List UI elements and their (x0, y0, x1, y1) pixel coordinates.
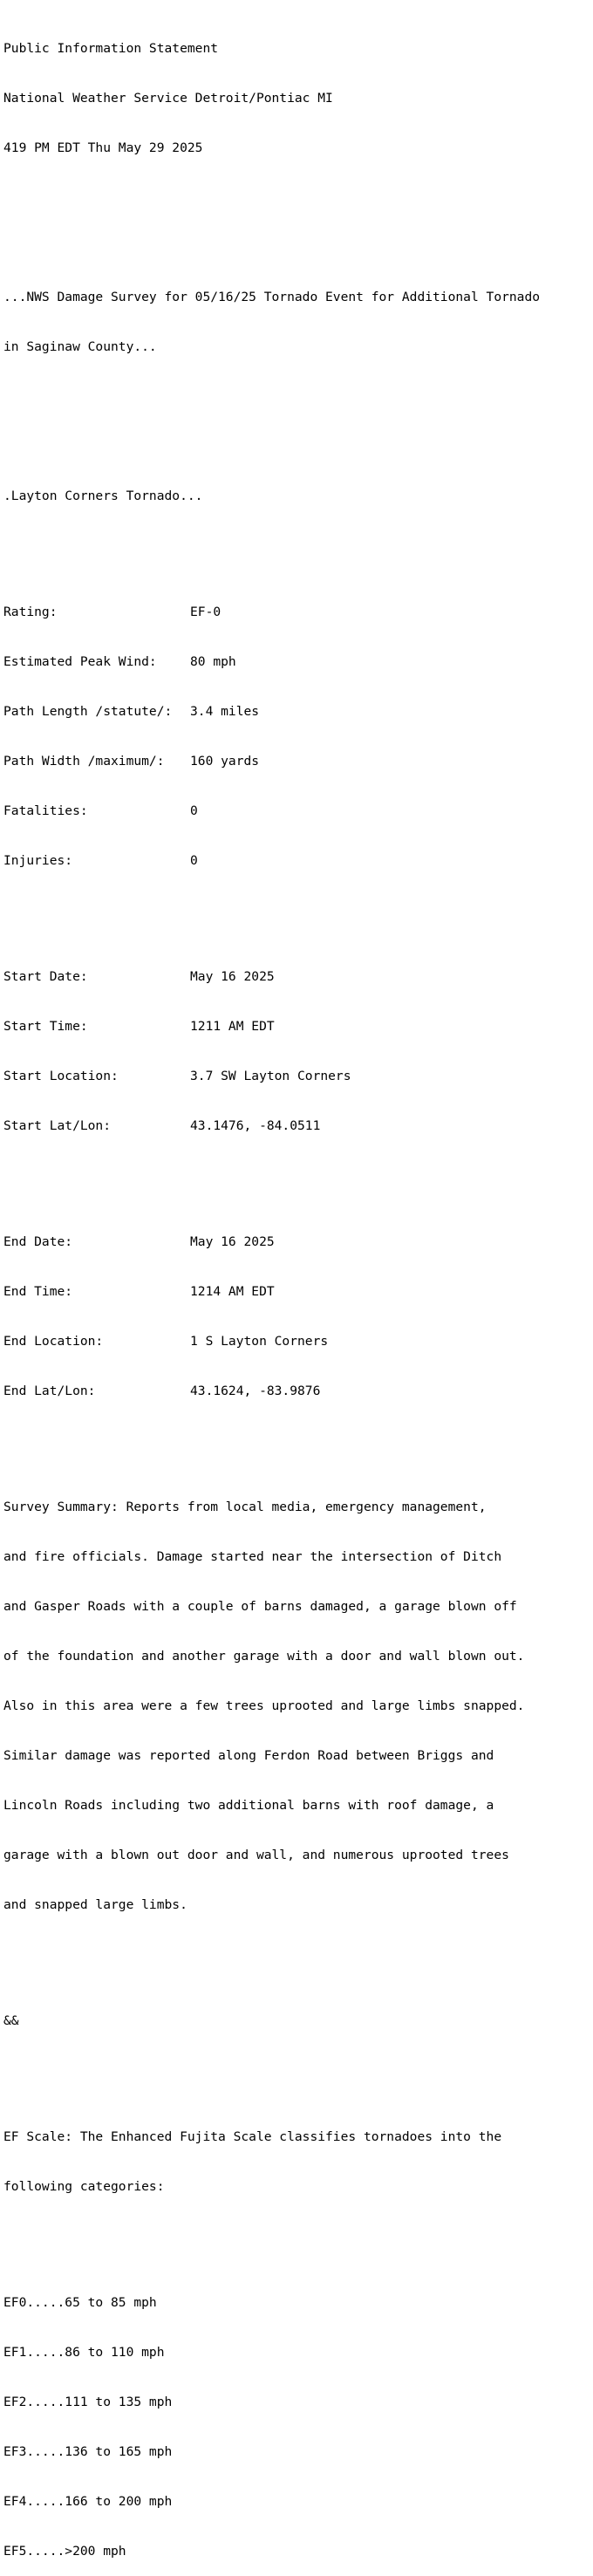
summary-line: Also in this area were a few trees uprooted and large limbs snapped. (3, 1698, 525, 1713)
stat-value: 0 (190, 853, 198, 868)
header-office: National Weather Service Detroit/Pontiac MI (3, 91, 333, 106)
summary-line: Lincoln Roads including two additional barns with roof damage, a (3, 1798, 494, 1813)
blank-line (3, 388, 590, 405)
statement-text (3, 7, 590, 2576)
start-label: Start Date: (3, 969, 88, 984)
blank-line (3, 537, 590, 554)
stat-label: Path Length /statute/: (3, 704, 173, 719)
stat-row-path-length (3, 703, 590, 720)
start-label: Start Lat/Lon: (3, 1118, 112, 1133)
stat-label: Path Width /maximum/: (3, 754, 165, 769)
stat-row-path-width (3, 753, 590, 769)
ef-category-ef1: EF1.....86 to 110 mph (3, 2345, 165, 2360)
blank-line (3, 1946, 590, 1963)
blank-line (3, 902, 590, 919)
stat-label: Estimated Peak Wind: (3, 654, 157, 669)
summary-line: and fire officials. Damage started near the intersection of Ditch (3, 1549, 502, 1564)
stat-value: 80 mph (190, 654, 236, 669)
end-value: May 16 2025 (190, 1234, 275, 1249)
blank-line (3, 438, 590, 454)
header-title: Public Information Statement (3, 41, 219, 56)
summary-line: of the foundation and another garage with a door and wall blown out. (3, 1649, 525, 1664)
blank-line (3, 239, 590, 256)
summary-line: Similar damage was reported along Ferdon Road between Briggs and (3, 1748, 494, 1763)
start-value: 3.7 SW Layton Corners (190, 1069, 351, 1083)
stat-row-peak-wind (3, 653, 590, 670)
stat-value: 3.4 miles (190, 704, 260, 719)
summary-line: garage with a blown out door and wall, and numerous uprooted trees (3, 1848, 509, 1862)
start-value: 43.1476, -84.0511 (190, 1118, 321, 1133)
summary-line: Survey Summary: Reports from local media, emergency management, (3, 1500, 487, 1514)
ef-category-ef3: EF3.....136 to 165 mph (3, 2444, 173, 2459)
stat-label: Rating: (3, 605, 58, 619)
ef-category-ef5: EF5.....>200 mph (3, 2544, 126, 2559)
ef-category-ef4: EF4.....166 to 200 mph (3, 2494, 173, 2509)
end-label: End Date: (3, 1234, 73, 1249)
blank-line (3, 1432, 590, 1449)
blank-line (3, 189, 590, 206)
stat-label: Fatalities: (3, 803, 88, 818)
tornado-name: .Layton Corners Tornado... (3, 489, 203, 503)
end-label: End Location: (3, 1334, 104, 1349)
stat-row-injuries (3, 852, 590, 869)
section-separator: && (3, 2013, 19, 2028)
blank-line (3, 2228, 590, 2245)
start-row-date (3, 968, 590, 985)
start-label: Start Location: (3, 1069, 119, 1083)
stat-value: 160 yards (190, 754, 260, 769)
end-row-time (3, 1283, 590, 1300)
end-row-latlon (3, 1383, 590, 1399)
end-value: 1 S Layton Corners (190, 1334, 329, 1349)
stat-value: 0 (190, 803, 198, 818)
stat-label: Injuries: (3, 853, 73, 868)
end-label: End Time: (3, 1284, 73, 1299)
end-row-date (3, 1233, 590, 1250)
start-row-location (3, 1068, 590, 1084)
start-value: 1211 AM EDT (190, 1019, 275, 1034)
end-row-location (3, 1333, 590, 1349)
blank-line (3, 1167, 590, 1184)
start-label: Start Time: (3, 1019, 88, 1034)
end-label: End Lat/Lon: (3, 1384, 96, 1398)
ef-scale-intro: following categories: (3, 2179, 165, 2194)
headline-line: in Saginaw County... (3, 339, 157, 354)
summary-line: and Gasper Roads with a couple of barns damaged, a garage blown off (3, 1599, 517, 1614)
headline-line: ...NWS Damage Survey for 05/16/25 Tornado Event for Additional Tornado (3, 290, 541, 304)
ef-category-ef2: EF2.....111 to 135 mph (3, 2395, 173, 2409)
start-value: May 16 2025 (190, 969, 275, 984)
start-row-time (3, 1018, 590, 1035)
stat-value: EF-0 (190, 605, 222, 619)
stat-row-fatalities (3, 803, 590, 819)
start-row-latlon (3, 1117, 590, 1134)
summary-line: and snapped large limbs. (3, 1897, 187, 1912)
end-value: 1214 AM EDT (190, 1284, 275, 1299)
header-issued-time: 419 PM EDT Thu May 29 2025 (3, 140, 203, 155)
end-value: 43.1624, -83.9876 (190, 1384, 321, 1398)
stat-row-rating (3, 604, 590, 620)
ef-category-ef0: EF0.....65 to 85 mph (3, 2295, 157, 2310)
blank-line (3, 2062, 590, 2079)
ef-scale-intro: EF Scale: The Enhanced Fujita Scale classifies tornadoes into the (3, 2129, 502, 2144)
